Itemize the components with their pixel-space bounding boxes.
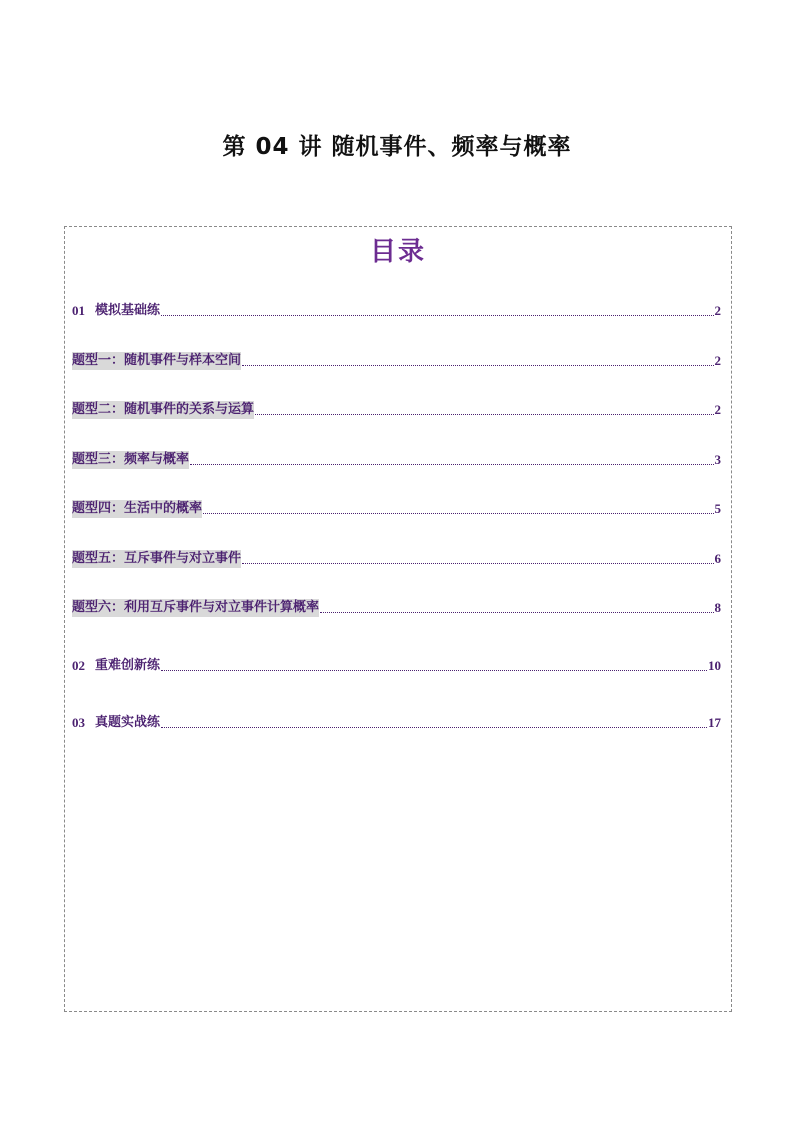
toc-entry-type-6[interactable] <box>72 599 721 617</box>
toc-entry-page: 2 <box>714 402 721 417</box>
toc-entry-real-exam[interactable] <box>72 714 721 732</box>
toc-dot-leader <box>255 414 713 415</box>
toc-entry-label: 题型三：频率与概率 <box>72 452 190 467</box>
table-of-contents <box>64 226 732 1012</box>
toc-entry-page: 10 <box>708 658 721 673</box>
toc-dot-leader <box>242 365 713 366</box>
toc-entry-page: 6 <box>714 551 721 566</box>
toc-entry-label: 题型二：随机事件的关系与运算 <box>72 402 255 417</box>
toc-entry-page: 5 <box>714 501 721 516</box>
toc-entry-page: 2 <box>714 353 721 368</box>
toc-dot-leader <box>203 513 713 514</box>
toc-entry-label: 题型四：生活中的概率 <box>72 501 203 516</box>
toc-dot-leader <box>190 464 713 465</box>
toc-entry-number: 02 <box>72 658 85 673</box>
document-title: 第 04 讲 随机事件、频率与概率 <box>222 134 572 160</box>
toc-entry-type-1[interactable] <box>72 352 721 370</box>
toc-dot-leader <box>242 563 713 564</box>
toc-entry-simulation-basics[interactable] <box>72 302 721 320</box>
toc-dot-leader <box>161 670 707 671</box>
toc-entry-label: 模拟基础练 <box>95 303 161 318</box>
toc-entry-label: 题型一：随机事件与样本空间 <box>72 353 242 368</box>
toc-entry-page: 2 <box>714 303 721 318</box>
toc-entry-type-4[interactable] <box>72 500 721 518</box>
toc-entry-type-3[interactable] <box>72 451 721 469</box>
toc-entry-difficult-innovation[interactable] <box>72 657 721 675</box>
toc-entry-page: 8 <box>714 600 721 615</box>
toc-entry-label: 真题实战练 <box>95 715 161 730</box>
toc-entry-type-2[interactable] <box>72 401 721 419</box>
toc-entry-page: 3 <box>714 452 721 467</box>
toc-entry-page: 17 <box>708 715 721 730</box>
toc-dot-leader <box>161 727 707 728</box>
toc-entry-label: 题型五：互斥事件与对立事件 <box>72 551 242 566</box>
toc-heading: 目录 <box>369 237 426 267</box>
toc-dot-leader <box>320 612 713 613</box>
toc-entry-label: 重难创新练 <box>95 658 161 673</box>
toc-entry-label: 题型六：利用互斥事件与对立事件计算概率 <box>72 600 320 615</box>
toc-dot-leader <box>161 315 713 316</box>
toc-entry-number: 01 <box>72 303 85 318</box>
toc-entry-type-5[interactable] <box>72 550 721 568</box>
toc-entry-number: 03 <box>72 715 85 730</box>
